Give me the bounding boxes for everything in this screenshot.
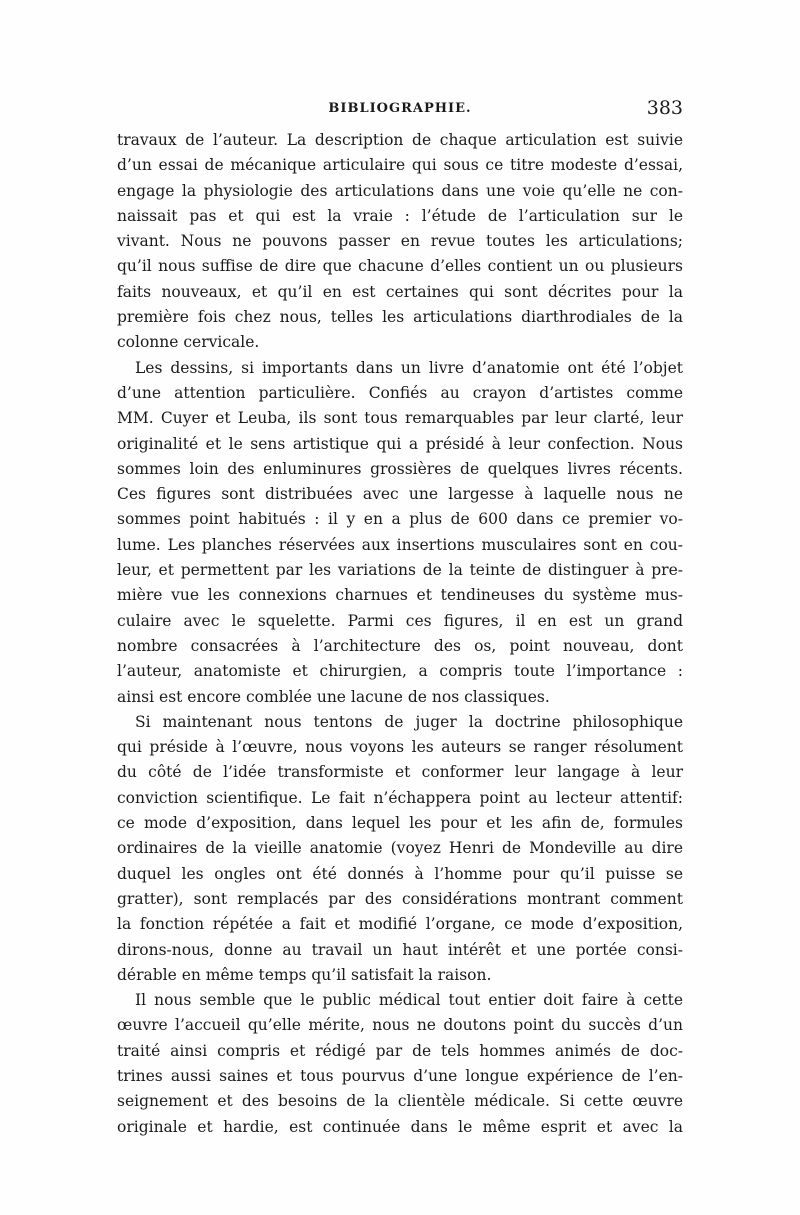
text-line: d’un essai de mécanique articulaire qui sous ce titre modeste d’essai,	[117, 156, 683, 175]
text-line: qu’il nous suffise de dire que chacune d’elles contient un ou plusieurs	[117, 257, 683, 276]
text-line: Ces figures sont distribuées avec une largesse à laquelle nous ne	[117, 485, 683, 504]
text-line: dirons-nous, donne au travail un haut intérêt et une portée consi-	[117, 940, 683, 959]
text-line: du côté de l’idée transformiste et conformer leur langage à leur	[117, 763, 683, 782]
text-line: Si maintenant nous tentons de juger la doctrine philosophique	[135, 712, 683, 731]
running-head	[117, 97, 683, 125]
text-line: engage la physiologie des articulations dans une voie qu’elle ne con-	[117, 181, 683, 200]
text-line: originalité et le sens artistique qui a présidé à leur confection. Nous	[117, 434, 683, 453]
text-line: la fonction répétée a fait et modifié l’organe, ce mode d’exposition,	[117, 915, 683, 934]
text-line: ainsi est encore comblée une lacune de nos classiques.	[117, 687, 550, 706]
text-line: lume. Les planches réservées aux insertions musculaires sont en cou-	[117, 535, 683, 554]
text-line: travaux de l’auteur. La description de chaque articulation est suivie	[117, 131, 683, 149]
text-line: d’une attention particulière. Confiés au crayon d’artistes comme	[117, 383, 683, 402]
text-line: faits nouveaux, et qu’il en est certaines qui sont décrites pour la	[117, 282, 683, 301]
text-line: vivant. Nous ne pouvons passer en revue toutes les articulations;	[117, 232, 683, 251]
text-line: culaire avec le squelette. Parmi ces figures, il en est un grand	[117, 611, 683, 630]
text-line: gratter), sont remplacés par des considérations montrant comment	[117, 889, 683, 908]
text-line: conviction scientifique. Le fait n’échappera point au lecteur attentif:	[117, 788, 683, 807]
running-title: BIBLIOGRAPHIE.	[328, 101, 472, 116]
text-line: ce mode d’exposition, dans lequel les pour et les afin de, formules	[117, 814, 683, 833]
text-line: première fois chez nous, telles les articulations diarthrodiales de la	[117, 308, 683, 327]
text-line: seignement et des besoins de la clientèle médicale. Si cette œuvre	[117, 1092, 683, 1111]
text-line: qui préside à l’œuvre, nous voyons les auteurs se ranger résolument	[117, 738, 683, 757]
text-line: œuvre l’accueil qu’elle mérite, nous ne doutons point du succès d’un	[117, 1016, 683, 1035]
text-line: Il nous semble que le public médical tout entier doit faire à cette	[135, 991, 683, 1010]
text-line: duquel les ongles ont été donnés à l’homme pour qu’il puisse se	[117, 864, 683, 883]
text-line: colonne cervicale.	[117, 333, 260, 352]
text-line: naissait pas et qui est la vraie : l’étude de l’articulation sur le	[117, 206, 683, 225]
text-line: Les dessins, si importants dans un livre d’anatomie ont été l’objet	[135, 358, 683, 377]
body-text	[117, 128, 683, 1140]
text-line: traité ainsi compris et rédigé par de tels hommes animés de doc-	[117, 1041, 683, 1060]
text-line: originale et hardie, est continuée dans le même esprit et avec la	[117, 1117, 683, 1136]
page-number: 383	[646, 97, 683, 119]
text-line: nombre consacrées à l’architecture des os, point nouveau, dont	[117, 636, 683, 655]
text-line: l’auteur, anatomiste et chirurgien, a compris toute l’importance :	[117, 662, 683, 681]
text-line: sommes point habitués : il y en a plus de 600 dans ce premier vo-	[117, 510, 683, 529]
text-line: trines aussi saines et tous pourvus d’une longue expérience de l’en-	[117, 1066, 683, 1085]
text-line: mière vue les connexions charnues et tendineuses du système mus-	[117, 586, 683, 605]
text-line: sommes loin des enluminures grossières de quelques livres récents.	[117, 459, 683, 478]
text-line: MM. Cuyer et Leuba, ils sont tous remarquables par leur clarté, leur	[117, 409, 683, 428]
text-line: dérable en même temps qu’il satisfait la raison.	[117, 965, 492, 984]
text-line: leur, et permettent par les variations de la teinte de distinguer à pre-	[117, 561, 683, 580]
text-line: ordinaires de la vieille anatomie (voyez Henri de Mondeville au dire	[117, 839, 683, 858]
